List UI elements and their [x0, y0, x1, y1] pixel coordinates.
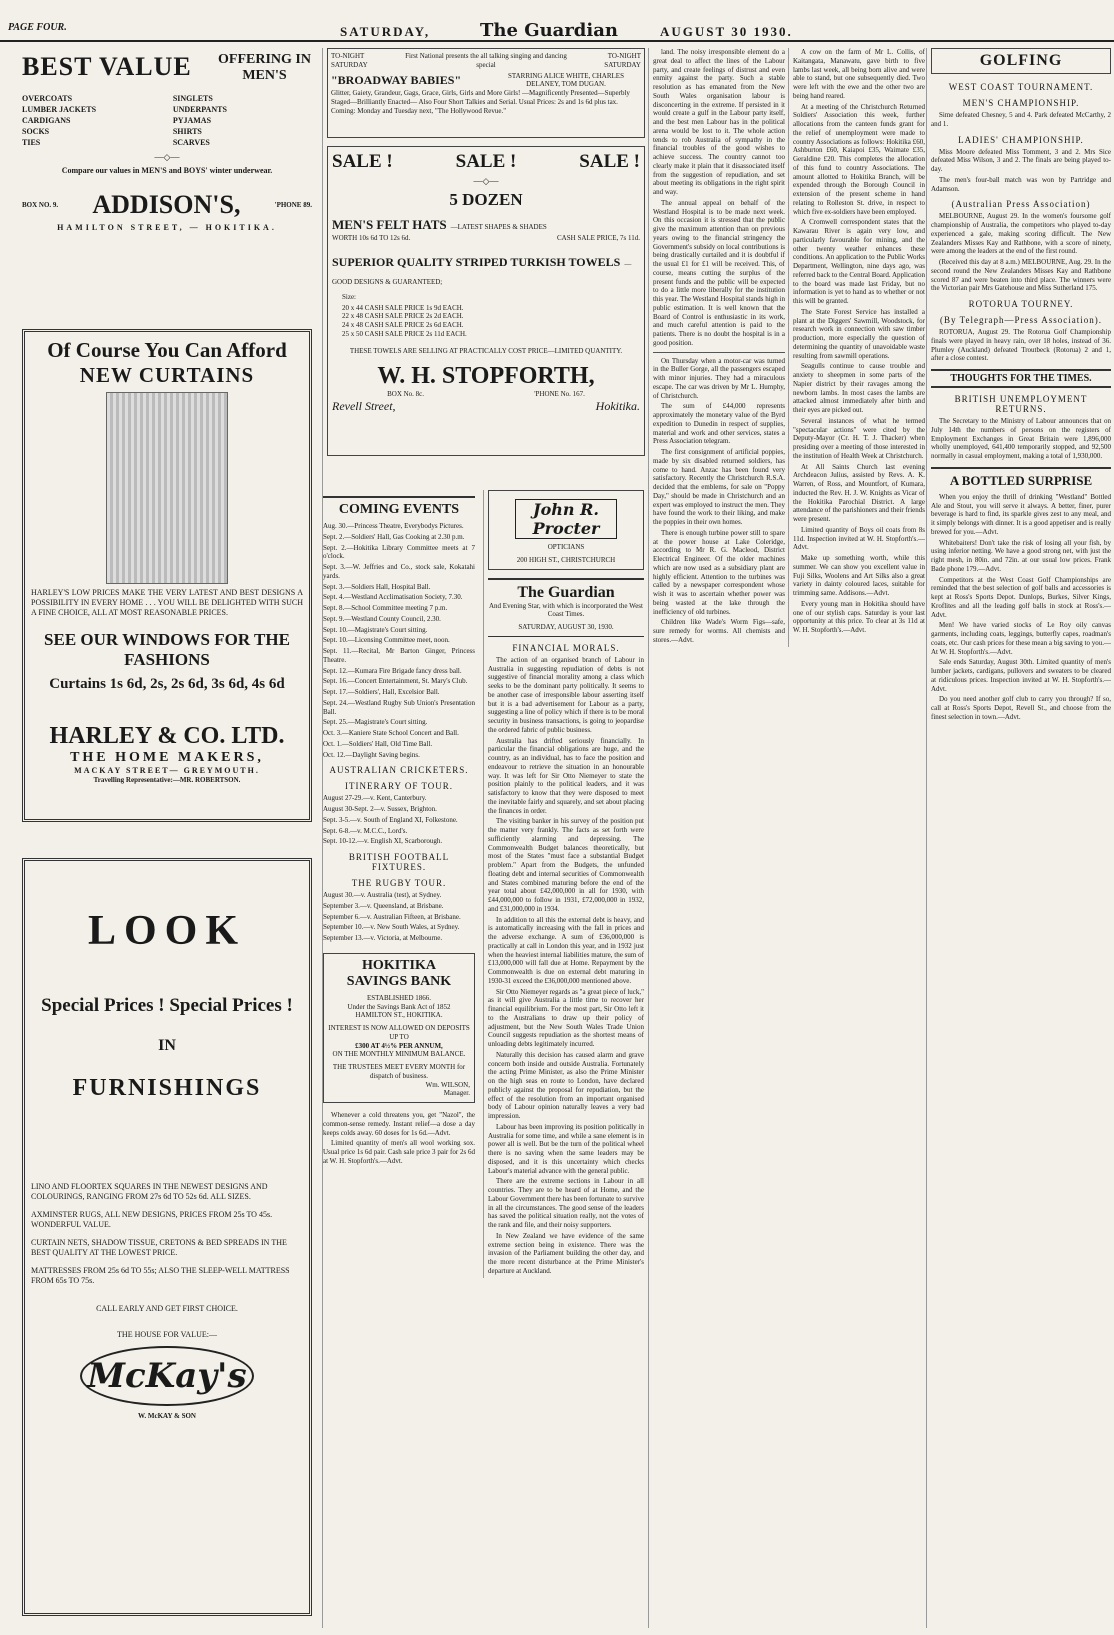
news-paragraph: The annual appeal on behalf of the Westland Hospital is to be made next week. On this occasion it is stressed that the public give the maximum attention than on previous years owing to the financial stringency the Government's subsidy on local contributions is being drastically curtailed and it is doubtful if the usual £1 for £1 will be received. This, of course, means cutting the surplus of the present funds and the public will be expected to do a little more liberally for the institution this year. The Westland Hospital stands high in public estimation. It is well known that the Board of Control is enthusiastic in its work, and much careful attention is paid to the patients. There is no doubt the hospital is in a good position. — [653, 198, 785, 347]
addisons-right-item: SCARVES — [172, 138, 210, 147]
column-1 — [22, 48, 312, 1628]
harley-headline-2: NEW CURTAINS — [79, 363, 255, 387]
coming-events-title: COMING EVENTS — [323, 496, 475, 518]
brit-text: The Secretary to the Ministry of Labour announces that on July 14th the numbers of persons on the registers of Employment Exchanges in Great Britain were 1,896,000 wholly unemployed, 641,400 temporarily stopped, and 92,500 normally in casual employment, making a total of 1,930,000. — [931, 417, 1111, 460]
mckay-special: Special Prices ! Special Prices ! — [41, 995, 293, 1016]
proctor-address: 200 HIGH ST., CHRISTCHURCH — [516, 555, 616, 564]
mckay-call: CALL EARLY AND GET FIRST CHOICE. — [96, 1304, 238, 1313]
mckay-ad — [22, 858, 312, 1616]
divider — [653, 352, 785, 353]
golfing-header-box — [931, 48, 1111, 74]
cinema-right: TO-NIGHT SATURDAY — [604, 52, 641, 69]
stopforth-hats: MEN'S FELT HATS — [332, 217, 447, 232]
harley-windows: SEE OUR WINDOWS FOR THE FASHIONS — [44, 630, 290, 669]
event-item: Oct. 1.—Soldiers' Hall, Old Time Ball. — [323, 739, 433, 748]
page-header — [0, 0, 1114, 42]
addisons-left-item: LUMBER JACKETS — [22, 105, 97, 114]
addisons-headline-right: OFFERING IN MEN'S — [218, 52, 311, 83]
editorial-paragraph: The visiting banker in his survey of the position put the matter very frankly. The facts as set forth were sufficiently alarming and depressing. The Commonwealth Budget balances theoretically, but most of the States "must face a substantial Budget problem." Apart from the Budgets, the unfunded floating debt and internal securities of Commonwealth and States combined maturing before the end of the year total about £42,000,000 in all for 1930, with £44,000,000 to follow in 1931, £72,000,000 in 1932, and £31,000,000 in 1934. — [488, 817, 644, 913]
masthead — [488, 578, 644, 637]
sale-word: SALE ! — [579, 151, 640, 172]
bottled-text: When you enjoy the thrill of drinking "Westland" Bottled Ale and Stout, you will serve it always. A better, finer, purer beverage is hard to find, its sparkle gives zest to any meal, and it simply belongs with dinner. It is a good appetiser and is really brewed for you.—Advt. — [931, 492, 1111, 536]
editorial-paragraph: There are the extreme sections in Labour in all countries. They are to be heard of at Home, and the Labour Government there has been fortunate to survive in all the circumstances. The good sense of the leaders has saved the political situation really, not the votes of the rank and file, and their noisy supporters. — [488, 1177, 644, 1229]
thoughts-title: THOUGHTS FOR THE TIMES. — [931, 369, 1111, 388]
stopforth-selling: THESE TOWELS ARE SELLING AT PRACTICALLY COST PRICE—LIMITED QUANTITY. — [349, 346, 623, 355]
notice-paragraph: Limited quantity of men's all wool working sox. Usual price 1s 6d pair. Cash sale price 3 pair for 2s 6d at W. H. Stopforth's.—Advt. — [323, 1139, 475, 1165]
harley-headline-1: Of Course You Can Afford — [47, 338, 287, 362]
cricket-subtitle: ITINERARY OF TOUR. — [344, 781, 454, 792]
cinema-starring: STARRING ALICE WHITE, CHARLES DELANEY, TOM DUGAN. — [508, 71, 624, 89]
golf-rotorua-title: ROTORUA TOURNEY. — [968, 299, 1074, 309]
stopforth-dozen: 5 DOZEN — [449, 190, 523, 209]
masthead-date: SATURDAY, AUGUST 30, 1930. — [518, 623, 614, 631]
curtain-illustration — [106, 392, 228, 584]
harley-ad — [22, 329, 312, 822]
towel-size: 24 x 48 CASH SALE PRICE 2s 6d EACH. — [342, 321, 464, 329]
addisons-box: BOX NO. 9. — [22, 200, 59, 209]
addisons-right-item: PYJAMAS — [172, 116, 212, 125]
event-item: Sept. 24.—Westland Rugby Sub Union's Presentation Ball. — [323, 698, 475, 716]
bank-act: Under the Savings Bank Act of 1852 — [347, 1002, 451, 1011]
event-item: Sept. 2.—Soldiers' Hall, Gas Cooking at 2.30 p.m. — [323, 532, 465, 541]
news-paragraph: The sum of £44,000 represents approximately the monetary value of the Byrd expedition to Dunedin in respect of supplies, material and work and other services, states a Press Association telegram. — [653, 402, 785, 446]
proctor-logo: John R. Procter — [515, 499, 617, 539]
cricket-title: AUSTRALIAN CRICKETERS. — [329, 765, 469, 776]
mckay-furnishings: FURNISHINGS — [72, 1075, 262, 1101]
towel-size: 20 x 44 CASH SALE PRICE 1s 9d EACH. — [342, 303, 464, 312]
cinema-body: Glitter, Gaiety, Grandeur, Gags, Grace, Girls, Girls and More Girls! —Magnificently Presented—Superbly Staged—Brilliantly Enacted— Also Four Short Talkies and Serial. Usual Prices: 2s and 1s 6d plus tax. — [331, 89, 630, 106]
golf-mens: MEN'S CHAMPIONSHIP. — [962, 98, 1080, 108]
addisons-left-item: TIES — [22, 138, 41, 147]
page-number: PAGE FOUR. — [8, 22, 67, 33]
cinema-left: TO-NIGHT SATURDAY — [331, 52, 368, 69]
addisons-ad — [22, 48, 312, 277]
event-item: Sept. 12.—Kumara Fire Brigade fancy dress ball. — [323, 666, 462, 675]
cricket-item: August 27-29.—v. Kent, Canterbury. — [323, 794, 427, 803]
mckay-house: THE HOUSE FOR VALUE:— — [117, 1330, 217, 1339]
proctor-ad — [488, 490, 644, 570]
addisons-compare: Compare our values in MEN'S and BOYS' winter underwear. — [61, 166, 273, 175]
column-3a-news — [653, 357, 785, 645]
column-2 — [322, 48, 645, 1628]
addisons-phone: 'PHONE 89. — [274, 200, 312, 209]
addisons-right-item: SHIRTS — [172, 127, 202, 136]
mckay-item: CURTAIN NETS, SHADOW TISSUE, CRETONS & BED SPREADS IN THE BEST QUALITY AT THE LOWEST PRICE. — [31, 1238, 287, 1257]
event-item: Sept. 17.—Soldiers', Hall, Excelsior Ball. — [323, 688, 440, 696]
news-paragraph: The first consignment of artificial poppies, made by six disabled returned soldiers, has come to hand. Anzac has been found very satisfactory. Recently the Christchurch R.S.A. decided that the emblems, for sale on "Poppy Day," should be made in Christchurch and an expert was employed to instruct the men. They have found the work to their liking, and make the poppies in their own homes. — [653, 448, 785, 526]
cinema-title: "BROADWAY BABIES" — [331, 72, 462, 87]
golf-mens-text: Sime defeated Chesney, 5 and 4. Park defeated McCarthy, 2 and 1. — [931, 111, 1111, 128]
addisons-left-item: CARDIGANS — [22, 116, 71, 125]
harley-prices: Curtains 1s 6d, 2s, 2s 6d, 3s 6d, 4s 6d — [49, 676, 285, 692]
bank-title-2: SAVINGS BANK — [346, 973, 452, 989]
news-paragraph: Limited quantity of Boys oil coats from 8s 11d. Inspection invited at W. H. Stopforth's.—Advt. — [793, 525, 925, 552]
editorial-paragraph: Labour has been improving its position politically in Australia for some time, and while a sane element is in power all is well. But be the turn of the political wheel there is no saving when the same leaders may be disposed, and it is this uncertainty which checks Labour's material advance with the general public. — [488, 1122, 644, 1175]
mckay-item: MATTRESSES FROM 25s 6d TO 55s; ALSO THE SLEEP-WELL MATTRESS FROM 65s TO 75s. — [31, 1266, 290, 1285]
addisons-right-list — [173, 92, 312, 149]
news-paragraph: A cow on the farm of Mr L. Collis, of Kaitangata, Manawatu, gave birth to five lambs last week, all being born alive and were able to stand, but one subsequently died. Two were left with the ewe and the other two are being hand reared. — [793, 48, 925, 100]
football-item: September 6.—v. Australian Fifteen, at Brisbane. — [323, 912, 461, 921]
addisons-address: HAMILTON STREET, — HOKITIKA. — [57, 223, 277, 232]
cricket-item: Sept. 3-5.—v. South of England XI, Folkestone. — [323, 815, 458, 824]
coming-events-list — [323, 522, 475, 759]
editorial-body — [488, 656, 644, 1276]
event-item: Oct. 12.—Daylight Saving begins. — [323, 750, 420, 759]
addisons-name: ADDISON'S, — [92, 190, 241, 219]
mckay-sub: W. McKAY & SON — [138, 1412, 196, 1420]
news-paragraph: land. The noisy irresponsible element do a great deal to affect the lines of the Labour party, and create feelings of distrust and even enmity against the party. Such a stable resolution as has emanated from the New South Wales organisation labour is disconcerting in the extreme. If persisted in it would create a gulf in the Labour party itself, and the best men Labour has in the political arena would be lost to it. The whole action tends to rob Australia of sympathy in the financial troubles of the good wishes to achieve success. The country cannot too clearly make it plain that it disassociated itself from the suggestion of repudiation, and set about meeting its obligations in the right spirit and way. — [653, 48, 785, 196]
stopforth-towels: SUPERIOR QUALITY STRIPED TURKISH TOWELS — [332, 254, 621, 269]
bank-manager-name: Wm. WILSON, — [425, 1080, 470, 1089]
news-paragraph: Seagulls continue to cause trouble and anxiety to sheepmen in some parts of the Napier district by their ravages among the newborn lambs. In most cases the lambs are attacked almost immediately after birth and their eyes are picked out. — [793, 362, 925, 414]
event-item: Sept. 25.—Magistrate's Court sitting. — [323, 718, 428, 727]
cinema-ad — [327, 48, 645, 138]
sale-word: SALE ! — [332, 151, 393, 172]
stopforth-cash: CASH SALE PRICE, 7s 11d. — [557, 234, 640, 242]
bank-title-1: HOKITIKA — [362, 957, 436, 973]
cricket-item: August 30-Sept. 2—v. Sussex, Brighton. — [323, 805, 437, 813]
news-paragraph: Children like Wade's Worm Figs—safe, sure remedy for worms. All chemists and stores.—Advt. — [653, 618, 785, 644]
cinema-coming: Coming: Monday and Tuesday next, "The Hollywood Revue." — [331, 106, 507, 115]
column-3b-body — [793, 48, 925, 635]
addisons-left-list — [22, 92, 161, 149]
event-item: Sept. 2.—Hokitika Library Committee meets at 7 o'clock. — [323, 543, 475, 561]
bank-interest: INTEREST IS NOW ALLOWED ON DEPOSITS UP TO — [328, 1024, 470, 1041]
event-item: Sept. 3.—Soldiers Hall, Hospital Ball. — [323, 582, 431, 591]
notice-paragraph: Whitebaiters! Don't take the risk of losing all your fish, by using inferior netting. We have a good strong net, with just the right mesh, in 80in. and 72in. at our usual low prices. Frank Bade phone 179.—Advt. — [931, 538, 1111, 573]
editorial-paragraph: In addition to all this the external debt is heavy, and is automatically increasing with the fall in prices and the adverse exchange. A sum of £36,000,000 is practically at call in London this year, and in 1932 just when the heaviest internal liabilities mature, the sum of £13,000,000 will fall due at Home. Repayment by the Commonwealth is due on external debt maturing in 1930-31 exceed the £36,000,000 mentioned above. — [488, 915, 644, 985]
column-2-notices — [323, 1111, 475, 1166]
golf-telegraph: (By Telegraph—Press Association). — [940, 315, 1102, 325]
football-item: September 13.—v. Victoria, at Melbourne. — [323, 934, 443, 942]
cricket-item: Sept. 10-12.—v. English XI, Scarborough. — [323, 837, 443, 846]
bank-address: HAMILTON ST., HOKITIKA. — [355, 1011, 443, 1020]
news-paragraph: A Cromwell correspondent states that the Kawarau River is again very low, and particularly favourable for mining, and the other twenty weather enhances these conditions. An application to the Public Works Department, Wellington, nine days ago, was referred back to the Central Board. Application to the board was made last Friday, but no information is yet to hand as to whether or not this will be granted. — [793, 218, 925, 305]
editorial-paragraph: Sir Otto Niemeyer regards as "a great piece of luck," as it will give Australia a little time to recover her financial equilibrium. For the most part, Sir Otto left it to the Australians to draw up their policy of adjustment, but the New South Wales Trade Union Council suggests repudiation as the shortest means of unloading debts legitimately incurred. — [488, 987, 644, 1048]
event-item: Sept. 4.—Westland Acclimatisation Society, 7.30. — [323, 593, 463, 602]
event-item: Sept. 8.—School Committee meeting 7 p.m. — [323, 604, 448, 612]
brit-title: BRITISH UNEMPLOYMENT RETURNS. — [954, 394, 1088, 414]
column-3a — [653, 48, 785, 647]
golf-melbourne: MELBOURNE, August 29. In the women's foursome golf championship of Australia, the competitors who played to-day experienced a gale, making scoring difficult. The New Zealanders Misses Kay and Rathbone, with a score of ninety, were among the leaders at the end of the first round. (Received this day at 8 a.m.) MELBOURNE, Aug. 29. In the second round the New Zealanders Misses Kay and Rathbone scored 87 and were beaten into third place. The winners were the Victorian pair Mrs Gatehouse and Miss Sutherland 175. — [931, 212, 1111, 293]
divider-ornament: —◇— — [154, 152, 180, 162]
masthead-title: The Guardian — [517, 583, 615, 601]
stopforth-ad — [327, 146, 645, 456]
golf-press: (Australian Press Association) — [951, 199, 1091, 210]
golf-ladies: LADIES' CHAMPIONSHIP. — [958, 134, 1084, 145]
bank-ad — [323, 953, 475, 1103]
harley-body: HARLEY'S LOW PRICES MAKE THE VERY LATEST AND BEST DESIGNS A POSSIBILITY IN EVERY HOME . . . YOU WILL BE DELIGHTED WITH SUCH A FINE CHOICE, ALL AT MOST REASONABLE PRICES. — [31, 588, 303, 617]
divider-ornament-2: —◇— — [473, 176, 499, 186]
harley-tagline: THE HOME MAKERS, — [70, 750, 264, 765]
column-3 — [648, 48, 925, 1628]
news-paragraph: On Thursday when a motor-car was turned in the Buller Gorge, all the passengers escaped with minor injuries. They had a miraculous escape. The car was driven by Mr L. Humphy, of Christchurch. — [653, 356, 785, 400]
addisons-right-item: UNDERPANTS — [172, 105, 227, 114]
column-3b — [788, 48, 925, 647]
golf-tournament: WEST COAST TOURNAMENT. — [948, 82, 1094, 92]
proctor-sub: OPTICIANS — [547, 543, 585, 551]
football-subtitle: THE RUGBY TOUR. — [351, 878, 447, 888]
cinema-middle: First National presents the all talking singing and dancing special — [405, 52, 567, 69]
stopforth-box: BOX No. 8c. — [387, 390, 425, 399]
addisons-left-item: OVERCOATS — [22, 94, 73, 103]
stopforth-phone: 'PHONE No. 167. — [534, 390, 585, 399]
cricket-item: Sept. 6-8.—v. M.C.C., Lord's. — [323, 826, 408, 835]
event-item: Sept. 11.—Recital, Mr Barton Ginger, Princess Theatre. — [323, 647, 475, 664]
news-paragraph: At All Saints Church last evening Archdeacon Julius, assisted by Revs. A. K. Warren, of Ross, and Mountfort, of Kumara, inducted the Rev. H. J. W. Knights as Vicar of the Hokitika Parochial District. A large attendance of the parishioners and their friends were present. — [793, 462, 925, 523]
stopforth-town: Hokitika. — [595, 399, 640, 413]
stopforth-hats-desc: —LATEST SHAPES & SHADES — [450, 223, 547, 231]
header-day: SATURDAY, — [340, 24, 431, 39]
addisons-headline-left: BEST VALUE — [22, 52, 192, 81]
column-2a — [323, 490, 475, 1168]
news-paragraph: Several instances of what he termed "spectacular actions" were cited by the Deputy-Mayor (Cr. H. T. J. Thacker) when presiding over a meeting of those interested in the institution of Health Week at Christchurch. — [793, 416, 925, 460]
stopforth-worth: WORTH 10s 6d TO 12s 6d. — [332, 234, 411, 242]
masthead-sub: And Evening Star, with which is incorporated the West Coast Times. — [489, 601, 643, 619]
news-paragraph: The State Forest Service has installed a plant at the Diggers' Sawmill, Woodstock, for research work in connection with saw timber production, more especially the question of determining the quantity of unavoidable waste resulting from sawmill operations. — [793, 307, 925, 360]
bank-balance: ON THE MONTHLY MINIMUM BALANCE. — [332, 1050, 466, 1059]
mckay-items — [31, 1182, 303, 1286]
mckay-in: IN — [158, 1037, 176, 1054]
news-paragraph: Make up something worth, while this summer. We can show you excellent value in Fuji Silks, Woolens and Art Silks also a great variety in dainty coloured laces, suitable for trimming same. Addisons.—Advt. — [793, 554, 925, 597]
editorial-paragraph: Australia has drifted seriously financially. In particular the financial obligations are huge, and the country, as an individual, has to face the position and endeavour to retrieve the situation in an honourable way. It was left for Sir Otto Niemeyer to state the position plainly to the political leaders, and it was satisfactory to know that they were disposed to meet the inevitable fairly and squarely, and set about placing the finances in order. — [488, 736, 644, 815]
mckay-logo: McKay's — [80, 1346, 254, 1406]
news-paragraph: At a meeting of the Christchurch Returned Soldiers' Association this week, further allocations from the canteen funds grant for the relief of unemployment were made to country Associations as follows: Hokitika £60, Ashburton £60, Kaiapoi £35, Waimate £35, Geraldine £20. This completes the allocation of this fund to country Associations. The amount allotted to Hokitika Branch, will be expended through the Borough Council in extension of the present scheme in hand relating to Rolleston St. drive, in respect to which five ex-soldiers have been employed. — [793, 102, 925, 216]
golf-ladies-text: Miss Moore defeated Miss Tomment, 3 and 2. Mrs Sice defeated Miss Wilson, 3 and 2. The finals are being played to-day. The men's four-ball match was won by Partridge and Adamson. — [931, 147, 1111, 193]
harley-name: HARLEY & CO. LTD. — [49, 723, 285, 749]
event-item: Aug. 30.—Princess Theatre, Everybodys Pictures. — [323, 522, 464, 530]
editorial-paragraph: In New Zealand we have evidence of the same extreme section being in existence. There was the invasion of the Parliament building the other day, and the more recent disturbance at the Prime Minister's departure at Auckland. — [488, 1231, 644, 1275]
event-item: Sept. 3.—W. Jeffries and Co., stock sale, Kokatahi yards. — [323, 563, 475, 580]
column-2b — [483, 490, 644, 1278]
column-4-notices — [931, 539, 1111, 722]
mckay-item: AXMINSTER RUGS, ALL NEW DESIGNS, PRICES FROM 25s TO 45s. WONDERFUL VALUE. — [31, 1210, 273, 1229]
event-item: Sept. 9.—Westland County Council, 2.30. — [323, 614, 441, 623]
golf-rotorua: ROTORUA, August 29. The Rotorua Golf Championship finals were played in heavy rain, over 18 holes, instead of 36. Plumley (Auckland) defeated Troutbeck (Rotorua) 2 and 1, after a close contest. — [931, 328, 1111, 363]
addisons-right-item: SINGLETS — [172, 94, 213, 103]
editorial-paragraph: Naturally this decision has caused alarm and grave concern both inside and outside Australia. Fortunately the acting Prime Minister, as also the Prime Minister on the high seas en route to London, have declared publicly against the proposal for repudiation, but the effect of the resolution from an important organised body of Labour opinion naturally leaves a very bad impression. — [488, 1050, 644, 1120]
golfing-title: GOLFING — [979, 52, 1063, 69]
addisons-items — [22, 92, 312, 149]
football-item: August 30.—v. Australia (test), at Sydney. — [323, 891, 442, 899]
football-item: September 3.—v. Queensland, at Brisbane. — [323, 901, 444, 910]
sale-row — [332, 151, 640, 173]
football-item: September 10.—v. New South Wales, at Sydney. — [323, 923, 460, 932]
notice-paragraph: Whenever a cold threatens you, get "Nazol", the common-sense remedy. Instant relief—a dose a day keeps colds away. 60 doses for 1s 6d.—Advt. — [323, 1111, 475, 1137]
bank-rate: £300 AT 4½% PER ANNUM, — [355, 1041, 443, 1050]
header-title: The Guardian — [480, 20, 618, 41]
bank-established: ESTABLISHED 1866. — [367, 993, 431, 1002]
cricket-list — [323, 794, 475, 846]
sale-word: SALE ! — [455, 151, 517, 172]
news-paragraph: There is enough turbine power still to spare at the power house at Lake Coleridge, according to Mr R. G. Macleod, District Electrical Engineer. Of the older machines which are now used as a subsidiary plant are highly efficient. Attention to the turbines was called by a newspaper correspondent whose wish it was to ascertain whether power was being wasted at the lake through the inefficiency of old turbines. — [653, 528, 785, 616]
towel-sizes — [342, 304, 640, 339]
mckay-look: LOOK — [87, 908, 247, 954]
event-item: Sept. 10.—Magistrate's Court sitting. — [323, 625, 428, 634]
event-item: Sept. 16.—Concert Entertainment, St. Mary's Club. — [323, 677, 468, 686]
column-3a-body — [653, 48, 785, 348]
harley-address: MACKAY STREET— GREYMOUTH. — [74, 766, 260, 775]
notice-paragraph: Do you need another golf club to carry you through? If so, call at Ross's Sports Depot, Revell St., and choose from the finest selection in town.—Advt. — [931, 695, 1111, 721]
mckay-item: LINO AND FLOORTEX SQUARES IN THE NEWEST DESIGNS AND COLOURINGS, RANGING FROM 27s 6d TO 52s 6d. ALL SIZES. — [31, 1182, 268, 1201]
bottled-title: A BOTTLED SURPRISE — [931, 467, 1111, 489]
towel-size: 25 x 50 CASH SALE PRICE 2s 11d EACH. — [342, 329, 467, 338]
editorial-title: FINANCIAL MORALS. — [512, 642, 620, 653]
football-title: BRITISH FOOTBALL FIXTURES. — [348, 852, 450, 872]
column-4 — [926, 48, 1111, 1628]
bank-trustees: THE TRUSTEES MEET EVERY MONTH for dispatch of business. — [332, 1063, 466, 1080]
harley-rep: Travelling Representative:—MR. ROBERTSON. — [93, 776, 241, 784]
towel-size: 22 x 48 CASH SALE PRICE 2s 2d EACH. — [342, 312, 464, 321]
football-list — [323, 891, 475, 943]
addisons-left-item: SOCKS — [22, 127, 50, 136]
stopforth-name: W. H. STOPFORTH, — [377, 363, 595, 390]
notice-paragraph: Men! We have varied stocks of Le Roy oily canvas garments, including coats, leggings, butterfly capes, roadman's coats, etc. Our cash prices for these mean a big saving to you.—At W. H. Stopforth's.—Advt. — [931, 621, 1111, 656]
event-item: Sept. 10.—Licensing Committee meet, noon. — [323, 636, 450, 645]
header-date: AUGUST 30 1930. — [660, 24, 793, 39]
stopforth-street: Revell Street, — [332, 399, 396, 413]
event-item: Oct. 3.—Kaniere State School Concert and Ball. — [323, 729, 459, 737]
notice-paragraph: Competitors at the West Coast Golf Championships are reminded that the best selection of golf balls and accessories is kept at Ross's Sports Depot. Dunlops, Burkes, Silver Kings, Kroflites and all the leading golf balls in stock at Ross's.—Advt. — [931, 575, 1111, 619]
notice-paragraph: Sale ends Saturday, August 30th. Limited quantity of men's lumber jackets, cardigans, pullovers and sweaters to be cleared at ridiculous prices. Inspection invited at W. H. Stopforth's.—Advt. — [931, 658, 1111, 693]
editorial-paragraph: The action of an organised branch of Labour in Australia in suggesting repudiation of debts is not suggestive of financial morality among a class which seeks to be the dominant party politically. It seems to be another case of irresponsible labour asserting itself but it is a bad advertisement for Labour as a party, suggesting a line of policy which if there is to be moral security in business transactions, is going to jeopardise the ordered fabric of public business. — [488, 655, 644, 734]
bank-manager: Manager. — [443, 1089, 470, 1098]
stopforth-towels-desc: —GOOD DESIGNS & GUARANTEED; — [332, 259, 632, 286]
news-paragraph: Every young man in Hokitika should have one of our stylish caps. Saturday is your last opportunity at this price. To clear at 3s 11d at W. H. Stopforth's.—Advt. — [793, 599, 925, 634]
stopforth-size: Size: — [342, 292, 356, 301]
